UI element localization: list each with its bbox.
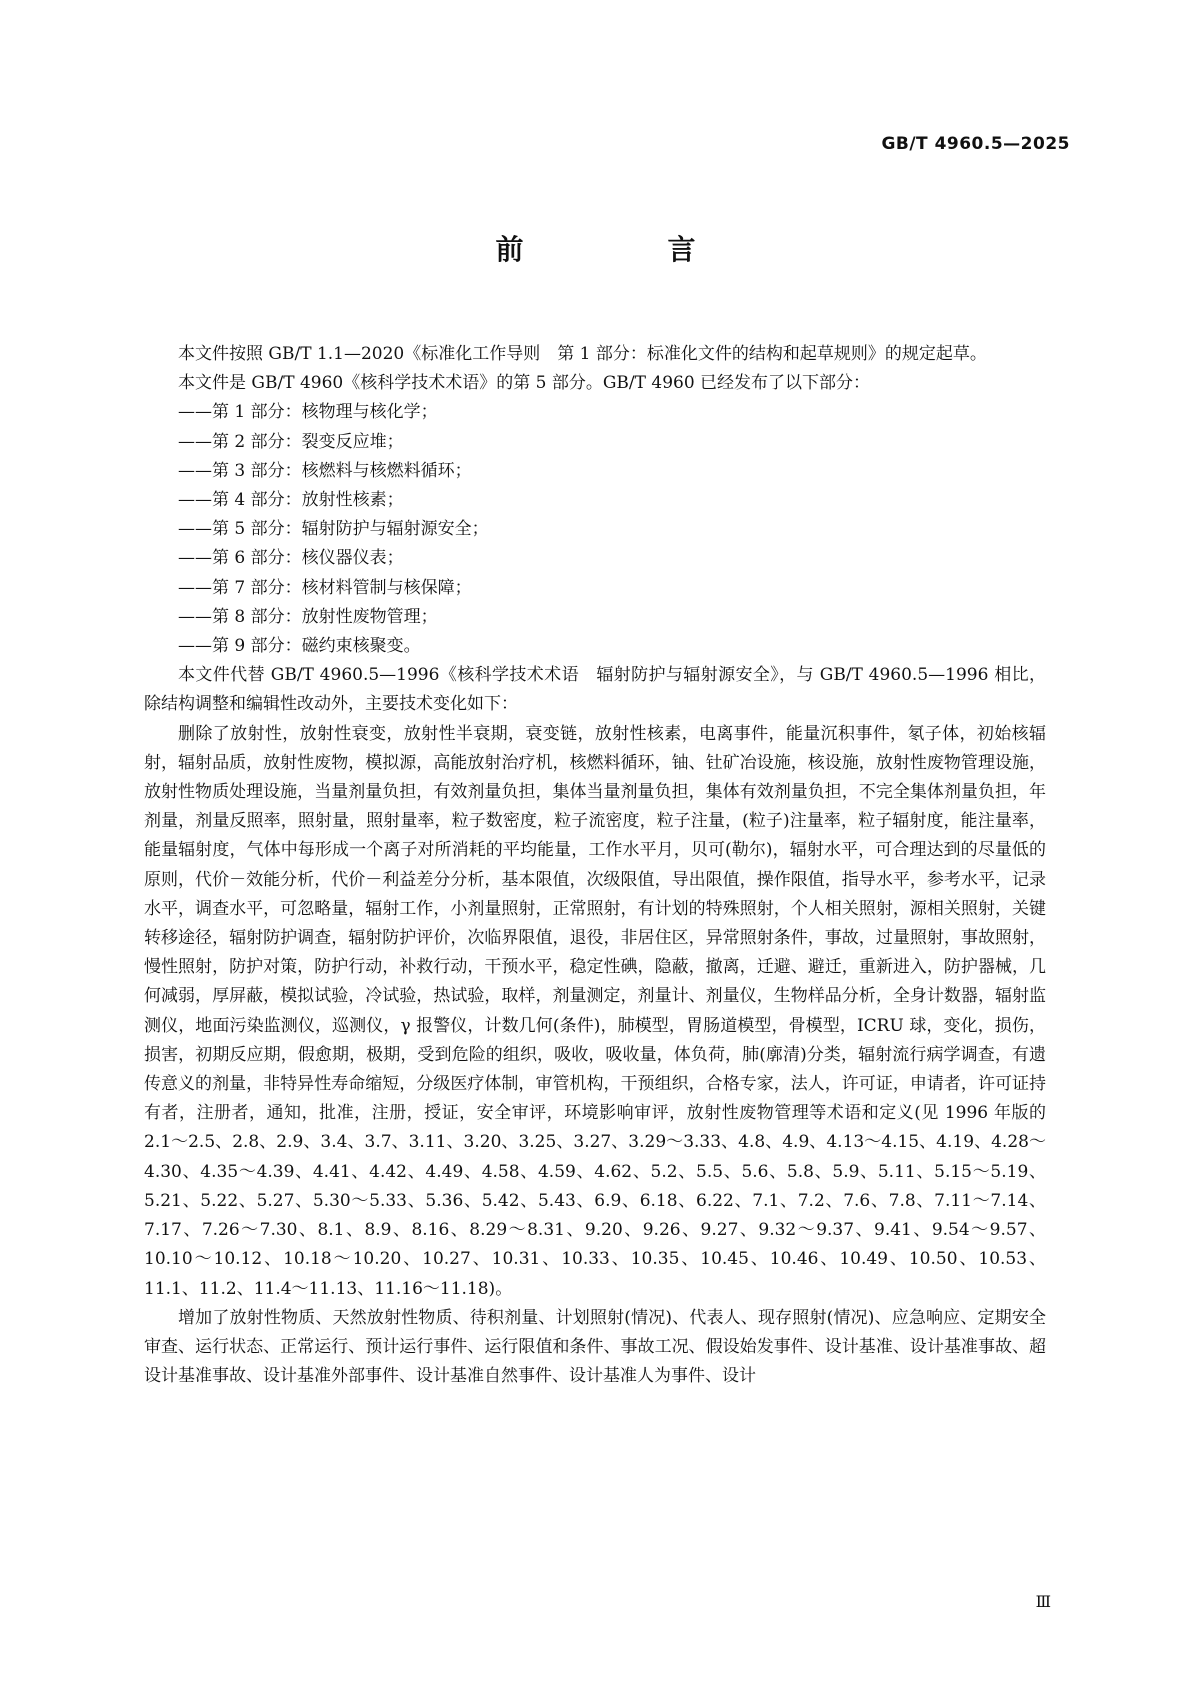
paragraph-replacement: 本文件代替 GB/T 4960.5—1996《核科学技术术语 辐射防护与辐射源安全》，与 GB/T 4960.5—1996 相比，除结构调整和编辑性改动外，主要技术变化如下： [144, 665, 1046, 715]
foreword-body [144, 340, 1046, 1391]
page-title: 前 言 [495, 233, 754, 266]
paragraph-deleted-terms: 删除了放射性，放射性衰变，放射性半衰期，衰变链，放射性核素，电离事件，能量沉积事件，氡子体，初始核辐射，辐射品质，放射性废物，模拟源，高能放射治疗机，核燃料循环，铀、钍矿冶设施，核设施，放射性废物管理设施，放射性物质处理设施，当量剂量负担，有效剂量负担，集体当量剂量负担，集体有效剂量负担，不完全集体剂量负担，年剂量，剂量反照率，照射量，照射量率，粒子数密度，粒子流密度，粒子注量，(粒子)注量率，粒子辐射度，能注量率，能量辐射度，气体中每形成一个离子对所消耗的平均能量，工作水平月，贝可(勒尔)，辐射水平，可合理达到的尽量低的原则，代价－效能分析，代价－利益差分分析，基本限值，次级限值，导出限值，操作限值，指导水平，参考水平，记录水平，调查水平，可忽略量，辐射工作，小剂量照射，正常照射，有计划的特殊照射，个人相关照射，源相关照射，关键转移途径，辐射防护调查，辐射防护评价，次临界限值，退役，非居住区，异常照射条件，事故，过量照射，事故照射，慢性照射，防护对策，防护行动，补救行动，干预水平，稳定性碘，隐蔽，撤离，迁避、避迁，重新进入，防护器械，几何减弱，厚屏蔽，模拟试验，冷试验，热试验，取样，剂量测定，剂量计、剂量仪，生物样品分析，全身计数器，辐射监测仪，地面污染监测仪，巡测仪，γ 报警仪，计数几何(条件)，肺模型，胃肠道模型，骨模型，ICRU 球，变化，损伤，损害，初期反应期，假愈期，极期，受到危险的组织，吸收，吸收量，体负荷，肺(廓清)分类，辐射流行病学调查，有遗传意义的剂量，非特异性寿命缩短，分级医疗体制，审管机构，干预组织，合格专家，法人，许可证，申请者，许可证持有者，注册者，通知，批准，注册，授证，安全审评，环境影响审评，放射性废物管理等术语和定义(见 1996 年版的 2.1～2.5、2.8、2.9、3.4、3.7、3.11、3.20、3.25、3.27、3.29～3.33、4.8、4.9、4.13～4.15、4.19、4.28～4.30、4.35～4.39、4.41、4.42、4.49、4.58、4.59、4.62、5.2、5.5、5.6、5.8、5.9、5.11、5.15～5.19、5.21、5.22、5.27、5.30～5.33、5.36、5.42、5.43、6.9、6.18、6.22、7.1、7.2、7.6、7.8、7.11～7.14、7.17、7.26～7.30、8.1、8.9、8.16、8.29～8.31、9.20、9.26、9.27、9.32～9.37、9.41、9.54～9.57、10.10～10.12、10.18～10.20、10.27、10.31、10.33、10.35、10.45、10.46、10.49、10.50、10.53、11.1、11.2、11.4～11.13、11.16～11.18)。 [144, 723, 1046, 1299]
paragraph-added-terms: 增加了放射性物质、天然放射性物质、待积剂量、计划照射(情况)、代表人、现存照射(情况)、应急响应、定期安全审查、运行状态、正常运行、预计运行事件、运行限值和条件、事故工况、假设始发事件、设计基准、设计基准事故、超设计基准事故、设计基准外部事件、设计基准自然事件、设计基准人为事件、设计 [144, 1307, 1046, 1387]
part-list-item: ——第 2 部分：裂变反应堆； [178, 431, 404, 452]
part-list-item: ——第 5 部分：辐射防护与辐射源安全； [178, 519, 489, 540]
part-list-item: ——第 7 部分：核材料管制与核保障； [178, 577, 472, 598]
part-list-item: ——第 1 部分：核物理与核化学； [178, 402, 438, 423]
paragraph-series-info: 本文件是 GB/T 4960《核科学技术术语》的第 5 部分。GB/T 4960 已经发布了以下部分： [178, 373, 871, 394]
part-list-item: ——第 4 部分：放射性核素； [178, 490, 404, 511]
page-number: Ⅲ [1035, 1592, 1051, 1611]
part-list-item: ——第 3 部分：核燃料与核燃料循环； [178, 460, 472, 481]
part-list-item: ——第 8 部分：放射性废物管理； [178, 606, 438, 627]
part-list-item: ——第 9 部分：磁约束核聚变。 [178, 636, 421, 657]
paragraph-drafting-rules: 本文件按照 GB/T 1.1—2020《标准化工作导则 第 1 部分：标准化文件的结构和起草规则》的规定起草。 [178, 344, 987, 364]
standard-code: GB/T 4960.5—2025 [881, 134, 1070, 154]
part-list-item: ——第 6 部分：核仪器仪表； [178, 548, 404, 569]
